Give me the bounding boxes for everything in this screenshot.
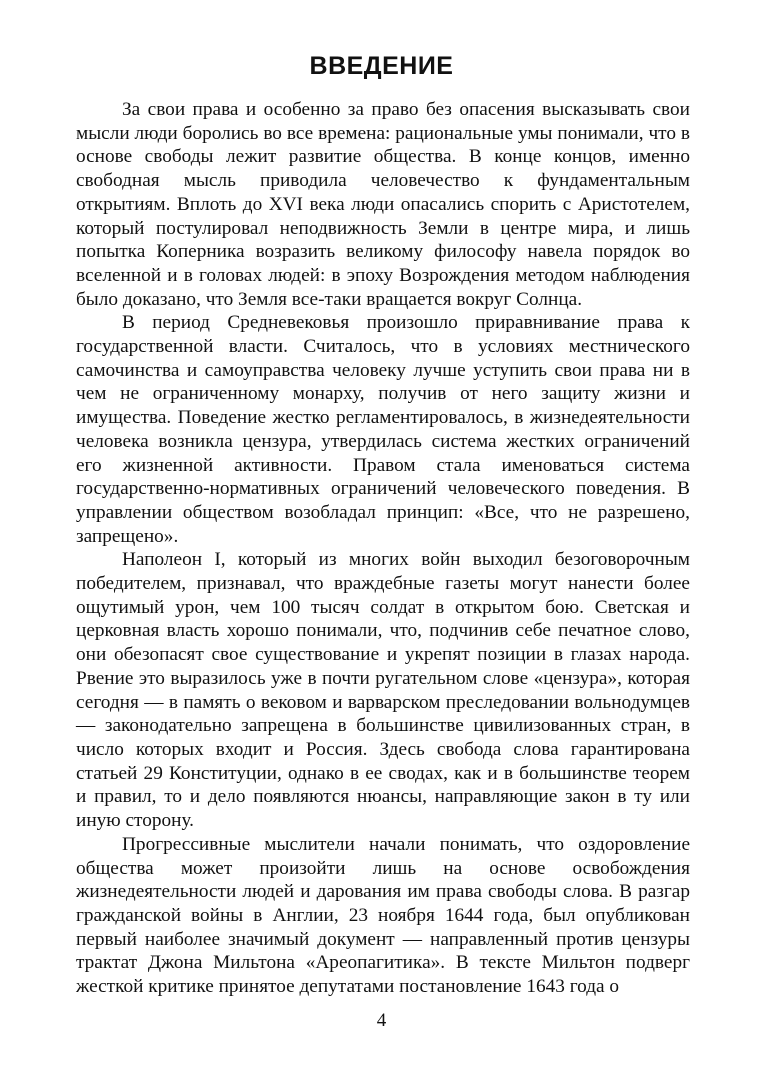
page-title: ВВЕДЕНИЕ [309,52,454,80]
body-text [76,98,690,999]
paragraph-1: За свои права и особенно за право без опасения высказывать свои мысли люди боролись во все времена: рациональные умы понимали, что в основе свободы лежит развитие общества. В конце концов, именно свободная мысль приводила человечество к фундаментальным открытиям. Вплоть до XVI века люди опасались спорить с Аристотелем, который постулировал неподвижность Земли в центре мира, и лишь попытка Коперника возразить великому философу навела порядок во вселенной и в головах людей: в эпоху Возрождения методом наблюдения было доказано, что Земля все-таки вращается вокруг Солнца. [76,99,690,310]
page-number: 4 [376,1010,387,1031]
paragraph-3: Наполеон I, который из многих войн выходил безоговорочным победителем, признавал, что враждебные газеты могут нанести более ощутимый урон, чем 100 тысяч солдат в открытом бою. Светская и церковная власть хорошо понимали, что, подчинив себе печатное слово, они обезопасят свое существование и укрепят позиции в глазах народа. Рвение это выразилось уже в почти ругательном слове «цензура», которая сегодня — в память о вековом и варварском преследовании вольнодумцев — законодательно запрещена в большинстве цивилизованных стран, в число которых входит и Россия. Здесь свобода слова гарантирована статьей 29 Конституции, однако в ее сводах, как и в большинстве теорем и правил, то и дело появляются нюансы, направляющие закон в ту или иную сторону. [76,549,690,832]
paragraph-4: Прогрессивные мыслители начали понимать, что оздоровление общества может произойти лишь на основе освобождения жизнедеятельности людей и дарования им права свободы слова. В разгар гражданской войны в Англии, 23 ноября 1644 года, был опубликован первый наиболее значимый документ — направленный против цензуры трактат Джона Мильтона «Ареопагитика». В тексте Мильтон подверг жесткой критике принятое депутатами постановление 1643 года о [76,833,690,998]
paragraph-2: В период Средневековья произошло приравнивание права к государственной власти. Считалось, что в условиях местнического самочинства и самоуправства человеку лучше уступить свои права ни в чем не ограниченному монарху, получив от него защиту жизни и имущества. Поведение жестко регламентировалось, в жизнедеятельности человека возникла цензура, утвердилась система жестких ограничений его жизненной активности. Правом стала именоваться система государственно-нормативных ограничений человеческого поведения. В управлении обществом возобладал принцип: «Все, что не разрешено, запрещено». [76,312,690,547]
